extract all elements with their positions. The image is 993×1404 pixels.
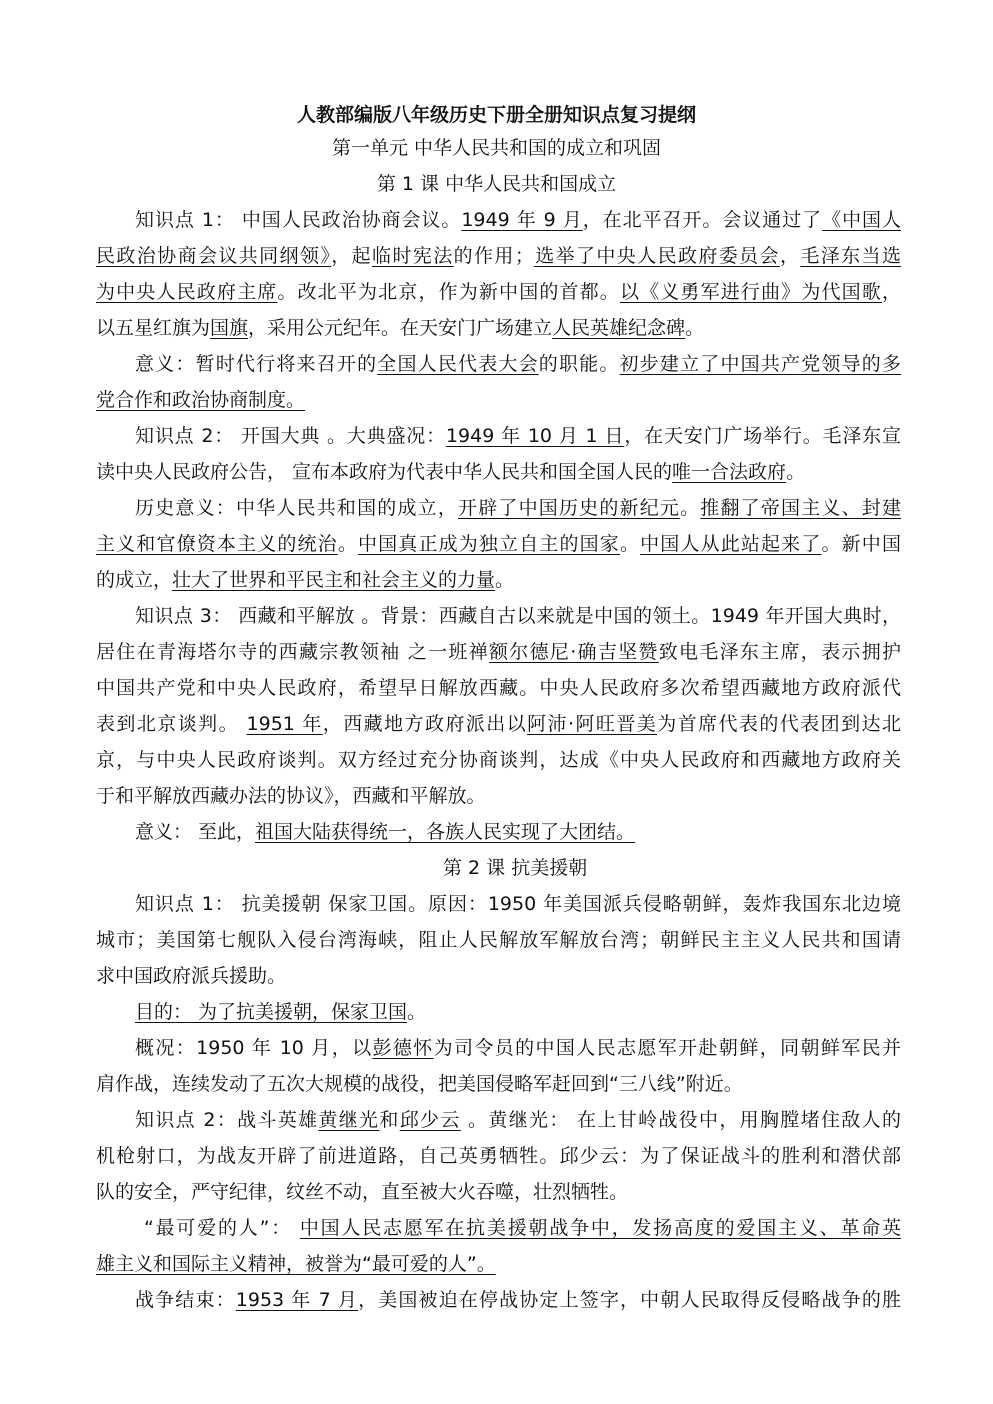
text-segment: 。新中国 (821, 533, 901, 555)
text-line (96, 419, 901, 453)
text-segment: 的成立， (96, 569, 173, 591)
text-line (96, 563, 901, 597)
underlined-key-phrase: 推翻了帝国主义、封建 (700, 497, 901, 519)
text-segment: ，采用公元纪年。在天安门广场建立 (248, 317, 553, 339)
underlined-key-phrase: 中国真正成为独立自主的国家 (357, 533, 620, 555)
text-segment: ， (779, 245, 801, 267)
text-line (96, 1175, 901, 1209)
underlined-key-phrase: 额尔德尼·确吉坚赞 (489, 641, 659, 663)
underlined-key-phrase: 开辟了中国历史的新纪元 (458, 497, 681, 519)
text-segment: 知识点 2：战斗英雄 (135, 1109, 319, 1131)
underlined-key-phrase: 党合作和政治协商制度。 (96, 389, 306, 411)
text-segment: 知识点 1： 抗美援朝 保家卫国。原因：1950 年美国派兵侵略朝鲜，轰炸我国东北边境 (135, 893, 901, 915)
underlined-key-phrase: 1949 年 10 月 1 日 (445, 425, 625, 447)
underlined-key-phrase: 黄继光 (318, 1109, 380, 1131)
text-segment: 以五星红旗为 (96, 317, 211, 339)
text-segment: 。 (786, 461, 806, 483)
underlined-key-phrase: 全国人民代表大会 (377, 353, 539, 375)
underlined-key-phrase: 中国人民志愿军在抗美援朝战争中，发扬高度的爱国主义、革命英 (299, 1217, 901, 1239)
underlined-key-phrase: 《中国人 (822, 209, 901, 231)
text-segment: 。 (495, 569, 515, 591)
text-segment: 知识点 1： 中国人民政治协商会议。 (135, 209, 462, 231)
text-segment: 居住在青海塔尔寺的西藏宗教领袖 之一班禅 (96, 641, 489, 663)
text-segment: 队的安全，严守纪律，纹丝不动，直至被大火吞噬，壮烈牺牲。 (96, 1181, 629, 1203)
text-line (96, 1211, 901, 1245)
text-segment: 和 (379, 1109, 400, 1131)
text-segment: 。改北平为北京，作为新中国的首都。 (277, 281, 620, 303)
text-line (96, 743, 901, 777)
text-line (96, 383, 901, 417)
text-line (96, 275, 901, 309)
underlined-key-phrase: 毛泽东当选 (800, 245, 901, 267)
text-segment: “最可爱的人”： (144, 1217, 300, 1239)
text-segment: 为首席代表的代表团到达北 (657, 713, 901, 735)
text-line (96, 203, 901, 237)
underlined-key-phrase: 1953 年 7 月 (235, 1289, 359, 1311)
text-line (96, 527, 901, 561)
underlined-key-phrase: 国旗 (210, 317, 249, 339)
lesson-2-heading: 第 2 课 抗美援朝 (443, 857, 588, 879)
text-line (96, 599, 901, 633)
text-line (96, 1103, 901, 1137)
underlined-key-phrase: 中国人从此站起来了 (640, 533, 822, 555)
text-segment: 京，与中央人民政府谈判。双方经过充分协商谈判，达成《中央人民政府和西藏地方政府关 (96, 749, 901, 771)
text-segment: 为司令员的中国人民志愿军开赴朝鲜，同朝鲜军民并 (433, 1037, 901, 1059)
underlined-key-phrase: 雄主义和国际主义精神，被誉为“最可爱的人”。 (96, 1253, 496, 1275)
text-line (96, 995, 901, 1029)
underlined-key-phrase: 选举了中央人民政府委员会 (533, 245, 780, 267)
text-segment: 机枪射口，为战友开辟了前进道路，自己英勇牺牲。邱少云：为了保证战斗的胜利和潜伏部 (96, 1145, 901, 1167)
text-line (96, 1031, 901, 1065)
text-line (96, 635, 901, 669)
text-segment: 意义： 至此， (135, 821, 256, 843)
text-line (96, 1283, 901, 1317)
text-line (96, 311, 901, 345)
text-line (96, 347, 901, 381)
text-segment: 历史意义：中华人民共和国的成立， (135, 497, 459, 519)
text-segment: 读中央人民政府公告， 宣布本政府为代表中华人民共和国全国人民的 (96, 461, 673, 483)
text-segment: ，起 (331, 245, 373, 267)
text-segment: 战争结束： (135, 1289, 236, 1311)
underlined-key-phrase: 邱少云 (399, 1109, 461, 1131)
text-segment: 的作用； (453, 245, 534, 267)
underlined-key-phrase: 以《义勇军进行曲》为代国歌 (619, 281, 882, 303)
underlined-key-phrase: 1949 年 9 月 (461, 209, 583, 231)
text-line (96, 815, 901, 849)
text-line (96, 491, 901, 525)
text-segment: 意义：暂时代行将来召开的 (135, 353, 378, 375)
text-segment: ， (881, 281, 901, 303)
text-segment: 致电毛泽东主席，表示拥护 (658, 641, 901, 663)
text-line (96, 671, 901, 705)
text-line (96, 707, 901, 741)
underlined-key-phrase: 目的： 为了抗美援朝，保家卫国 (135, 1001, 408, 1023)
text-segment: ，美国被迫在停战协定上签字，中朝人民取得反侵略战争的胜 (358, 1289, 901, 1311)
text-segment: 。黄继光： 在上甘岭战役中，用胸膛堵住敌人的 (460, 1109, 901, 1131)
underlined-key-phrase: 唯一合法政府 (672, 461, 787, 483)
text-segment: 知识点 3： 西藏和平解放 。背景：西藏自古以来就是中国的领土。1949 年开国大典时， (135, 605, 901, 627)
underlined-key-phrase: 祖国大陆获得统一，各族人民实现了大团结。 (255, 821, 636, 843)
text-segment: ，西藏地方政府派出以 (322, 713, 528, 735)
lesson-1-heading: 第 1 课 中华人民共和国成立 (376, 173, 617, 195)
underlined-key-phrase: 壮大了世界和平民主和社会主义的力量 (172, 569, 496, 591)
text-segment: 中国共产党和中央人民政府，希望早日解放西藏。中央人民政府多次希望西藏地方政府派代 (96, 677, 901, 699)
underlined-key-phrase: 人民英雄纪念碑 (552, 317, 686, 339)
text-line (96, 779, 901, 813)
unit-heading: 第一单元 中华人民共和国的成立和巩固 (331, 137, 662, 159)
text-segment: 求中国政府派兵援助。 (96, 965, 287, 987)
text-segment: 表到北京谈判。 (96, 713, 247, 735)
text-segment: 城市；美国第七舰队入侵台湾海峡，阻止人民解放军解放台湾；朝鲜民主主义人民共和国请 (96, 929, 901, 951)
text-line (96, 1139, 901, 1173)
text-line (96, 887, 901, 921)
text-segment: 。 (337, 533, 358, 555)
underlined-key-phrase: 主义和官僚资本主义的统治 (96, 533, 338, 555)
underlined-key-phrase: 临时宪法 (372, 245, 454, 267)
text-segment: 的职能。 (538, 353, 620, 375)
text-segment: 。 (685, 317, 705, 339)
underlined-key-phrase: 阿沛·阿旺晋美 (527, 713, 658, 735)
text-segment: 肩作战，连续发动了五次大规模的战役，把美国侵略军赶回到“三八线”附近。 (96, 1073, 743, 1095)
text-segment: 概况：1950 年 10 月，以 (135, 1037, 373, 1059)
text-segment: 。 (407, 1001, 427, 1023)
text-line (96, 1067, 901, 1101)
document-title: 人教部编版八年级历史下册全册知识点复习提纲 (296, 104, 696, 126)
text-segment: 知识点 2： 开国大典 。大典盛况： (135, 425, 446, 447)
text-line (96, 239, 901, 273)
text-line (96, 959, 901, 993)
text-segment: 。 (680, 497, 701, 519)
underlined-key-phrase: 初步建立了中国共产党领导的多 (619, 353, 901, 375)
underlined-key-phrase: 1951 年 (246, 713, 323, 735)
text-segment: 。 (619, 533, 641, 555)
text-line (96, 923, 901, 957)
text-segment: ，在天安门广场举行。毛泽东宣 (624, 425, 901, 447)
text-line (96, 1247, 901, 1281)
text-segment: 于和平解放西藏办法的协议》，西藏和平解放。 (96, 785, 486, 807)
underlined-key-phrase: 彭德怀 (372, 1037, 434, 1059)
text-segment: ，在北平召开。会议通过了 (582, 209, 823, 231)
underlined-key-phrase: 为中央人民政府主席 (96, 281, 278, 303)
underlined-key-phrase: 民政治协商会议共同纲领》 (96, 245, 332, 267)
text-line (96, 455, 901, 489)
